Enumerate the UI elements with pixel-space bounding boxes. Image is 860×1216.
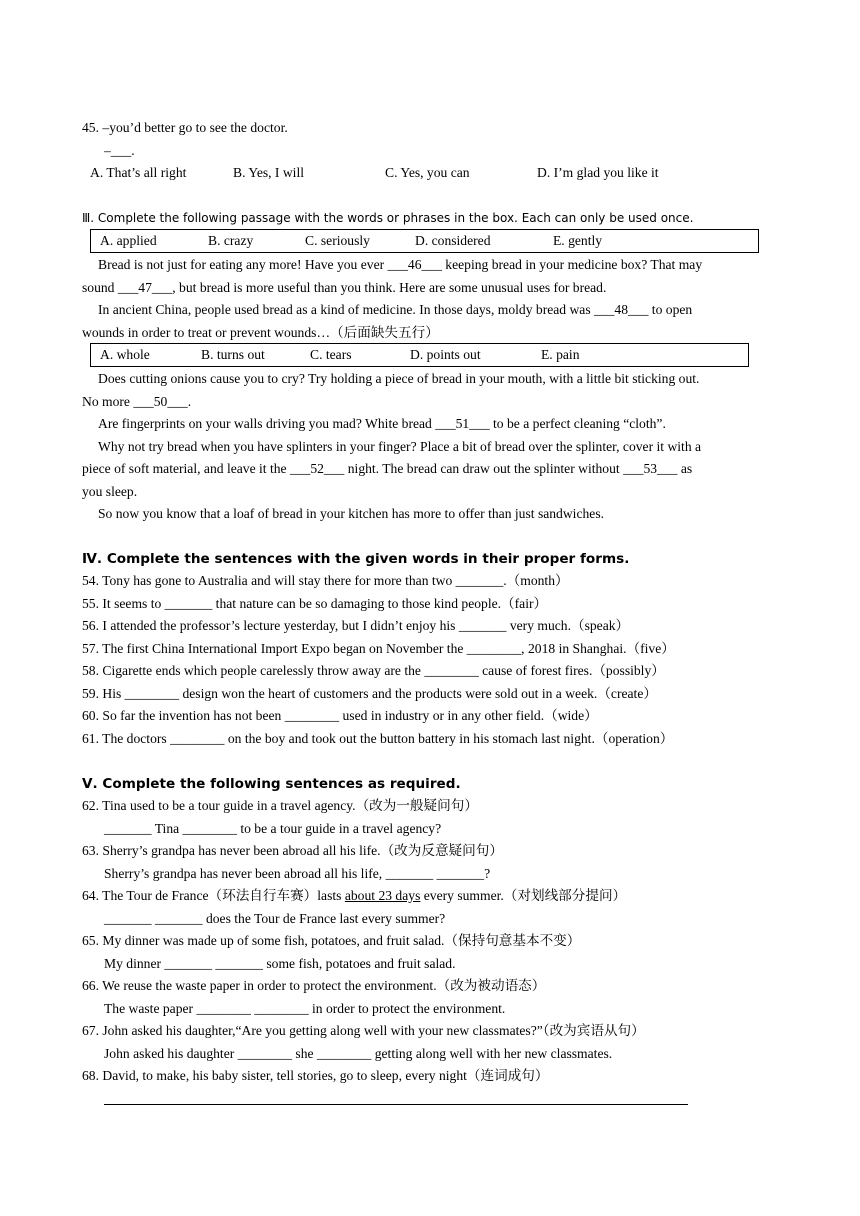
q66-prompt: 66. We reuse the waste paper in order to protect the environment.（改为被动语态）	[82, 978, 546, 993]
passage-paragraph-3: Does cutting onions cause you to cry? Try holding a piece of bread in your mouth, with a little bit sticking out.	[98, 371, 700, 386]
q45-option-d: D. I’m glad you like it	[537, 165, 659, 180]
passage-paragraph-2: In ancient China, people used bread as a kind of medicine. In those days, moldy bread was ___48___ to open	[98, 302, 693, 317]
passage-paragraph-1-cont: sound ___47___, but bread is more useful than you think. Here are some unusual uses for bread.	[82, 280, 607, 295]
section-4-title: Ⅳ. Complete the sentences with the given words in their proper forms.	[82, 551, 630, 567]
sentence-item: 57. The first China International Import Expo began on November the ________, 2018 in Shanghai.（five）	[82, 641, 675, 656]
q64-prompt	[82, 888, 626, 904]
q65-answer-line: My dinner _______ _______ some fish, potatoes and fruit salad.	[104, 956, 456, 971]
word-box-2-option: C. tears	[310, 347, 352, 362]
q45-option-b: B. Yes, I will	[233, 165, 305, 180]
word-box-2	[90, 343, 749, 367]
sentence-item: 60. So far the invention has not been ________ used in industry or in any other field.（wide）	[82, 708, 598, 723]
passage-paragraph-5-end: you sleep.	[82, 484, 138, 499]
sentence-item: 59. His ________ design won the heart of customers and the products were sold out in a week.（create）	[82, 686, 657, 701]
sentence-item: 61. The doctors ________ on the boy and took out the button battery in his stomach last night.（operation）	[82, 731, 674, 746]
word-box-2-option: A. whole	[100, 347, 150, 362]
q62-answer-line: _______ Tina ________ to be a tour guide in a travel agency?	[104, 821, 442, 836]
q64-prompt-start: 64. The Tour de France（环法自行车赛）lasts	[82, 888, 345, 903]
passage-paragraph-1: Bread is not just for eating any more! Have you ever ___46___ keeping bread in your medicine box? That may	[98, 257, 703, 272]
sentence-item: 58. Cigarette ends which people carelessly throw away are the ________ cause of forest fires.（possibly）	[82, 663, 665, 678]
q63-answer-line: Sherry’s grandpa has never been abroad all his life, _______ _______?	[104, 866, 491, 881]
q45-option-a: A. That’s all right	[90, 165, 187, 180]
word-box-1-option: D. considered	[415, 233, 491, 248]
word-box-1-option: A. applied	[100, 233, 157, 248]
section-5-title: Ⅴ. Complete the following sentences as required.	[82, 776, 461, 792]
passage-paragraph-3-cont: No more ___50___.	[82, 394, 192, 409]
section-3-title: Ⅲ. Complete the following passage with the words or phrases in the box. Each can only be used once.	[82, 211, 694, 225]
q45-option-c: C. Yes, you can	[385, 165, 470, 180]
sentence-item: 56. I attended the professor’s lecture yesterday, but I didn’t enjoy his _______ very much.（speak）	[82, 618, 630, 633]
word-box-1-option: B. crazy	[208, 233, 254, 248]
q67-prompt: 67. John asked his daughter,“Are you getting along well with your new classmates?”（改为宾语从句）	[82, 1023, 645, 1038]
q64-underlined-phrase: about 23 days	[344, 888, 421, 903]
q66-answer-line: The waste paper ________ ________ in order to protect the environment.	[104, 1001, 506, 1016]
q45-blank: –___.	[104, 143, 135, 158]
q64-prompt-end: every summer.（对划线部分提问）	[420, 888, 627, 903]
passage-paragraph-5: Why not try bread when you have splinters in your finger? Place a bit of bread over the splinter, cover it with a	[98, 439, 702, 454]
word-box-2-option: E. pain	[541, 347, 580, 362]
q64-answer-line: _______ _______ does the Tour de France last every summer?	[104, 911, 446, 926]
word-box-1	[90, 229, 759, 253]
passage-paragraph-6: So now you know that a loaf of bread in your kitchen has more to offer than just sandwiches.	[98, 506, 605, 521]
word-box-2-option: D. points out	[410, 347, 481, 362]
q65-prompt: 65. My dinner was made up of some fish, potatoes, and fruit salad.（保持句意基本不变）	[82, 933, 581, 948]
q67-answer-line: John asked his daughter ________ she ________ getting along well with her new classmates.	[104, 1046, 613, 1061]
q45-stem: 45. –you’d better go to see the doctor.	[82, 120, 288, 135]
word-box-1-option: C. seriously	[305, 233, 370, 248]
sentence-item: 54. Tony has gone to Australia and will stay there for more than two _______.（month）	[82, 573, 569, 588]
q63-prompt: 63. Sherry’s grandpa has never been abroad all his life.（改为反意疑问句）	[82, 843, 503, 858]
passage-paragraph-2-cont: wounds in order to treat or prevent wounds…（后面缺失五行）	[82, 325, 439, 340]
q68-answer-rule	[104, 1104, 688, 1105]
sentence-item: 55. It seems to _______ that nature can be so damaging to those kind people.（fair）	[82, 596, 548, 611]
passage-paragraph-5-cont: piece of soft material, and leave it the ___52___ night. The bread can draw out the splinter without ___53___ as	[82, 461, 693, 476]
q62-prompt: 62. Tina used to be a tour guide in a travel agency.（改为一般疑问句）	[82, 798, 478, 813]
word-box-2-option: B. turns out	[201, 347, 265, 362]
q68-prompt: 68. David, to make, his baby sister, tell stories, go to sleep, every night（连词成句）	[82, 1068, 549, 1083]
word-box-1-option: E. gently	[553, 233, 603, 248]
passage-paragraph-4: Are fingerprints on your walls driving you mad? White bread ___51___ to be a perfect cleaning “cloth”.	[98, 416, 666, 431]
